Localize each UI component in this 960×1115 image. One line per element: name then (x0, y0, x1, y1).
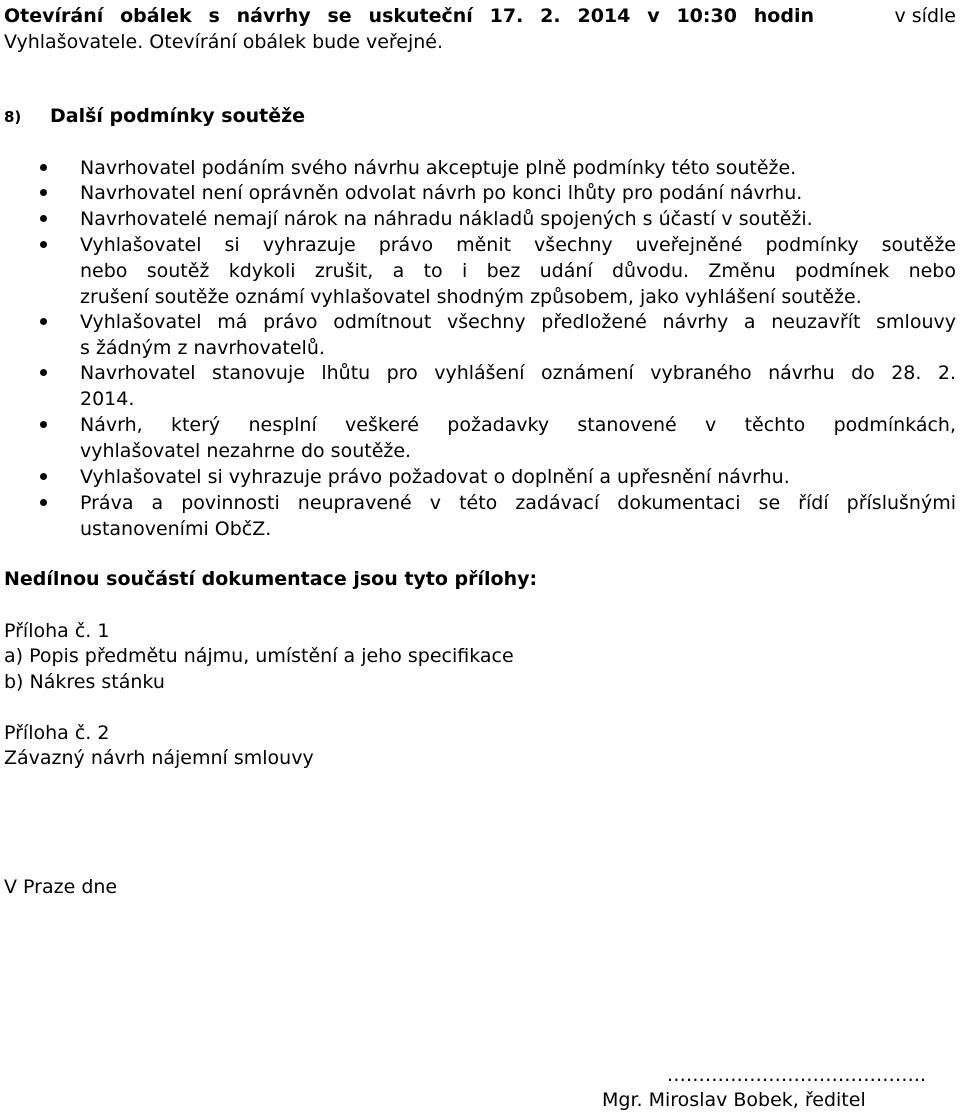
bullet-icon (40, 241, 47, 248)
list-item: Vyhlašovatel si vyhrazuje právo měnit všechny uveřejněné podmínky soutěže (80, 234, 956, 256)
list-item-continuation: 2014. (80, 388, 135, 410)
bullet-icon (40, 499, 47, 506)
list-item-continuation: ustanoveními ObčZ. (80, 518, 272, 540)
list-item: Navrhovatel podáním svého návrhu akceptuje plně podmínky této soutěže. (80, 157, 797, 179)
list-item: Vyhlašovatel si vyhrazuje právo požadovat o doplnění a upřesnění návrhu. (80, 466, 790, 488)
place-date: V Praze dne (4, 876, 118, 898)
bullet-icon (40, 318, 47, 325)
attachment-1-title: Příloha č. 1 (4, 620, 110, 642)
bullet-icon (40, 473, 47, 480)
signatory-name: Mgr. Miroslav Bobek, ředitel (602, 1089, 866, 1111)
attachment-2-item: Závazný návrh nájemní smlouvy (4, 747, 314, 769)
section-title: Další podmínky soutěže (50, 105, 306, 127)
list-item: Navrhovatel stanovuje lhůtu pro vyhlášení oznámení vybraného návrhu do 28. 2. (80, 362, 956, 384)
list-item-continuation: s žádným z navrhovatelů. (80, 337, 325, 359)
intro-date-tail: v sídle (894, 5, 956, 27)
attachment-1-item-b: b) Nákres stánku (4, 671, 165, 693)
intro-line-2: Vyhlašovatele. Otevírání obálek bude veřejné. (4, 31, 444, 53)
list-item: Návrh, který nesplní veškeré požadavky stanovené v těchto podmínkách, (80, 414, 956, 436)
bullet-icon (40, 164, 47, 171)
list-item: Navrhovatel není oprávněn odvolat návrh po konci lhůty pro podání návrhu. (80, 182, 803, 204)
list-item: Vyhlašovatel má právo odmítnout všechny předložené návrhy a neuzavřít smlouvy (80, 311, 956, 333)
list-item: Navrhovatelé nemají nárok na náhradu nákladů spojených s účastí v soutěži. (80, 208, 813, 230)
intro-date-text: Otevírání obálek s návrhy se uskuteční 17. 2. 2014 v 10:30 hodin (4, 5, 814, 27)
list-item: Práva a povinnosti neupravené v této zadávací dokumentaci se řídí příslušnými (80, 492, 956, 514)
attachment-2-title: Příloha č. 2 (4, 722, 110, 744)
attachments-heading: Nedílnou součástí dokumentace jsou tyto přílohy: (4, 568, 538, 590)
bullet-icon (40, 189, 47, 196)
bullet-icon (40, 369, 47, 376)
bullet-icon (40, 215, 47, 222)
bullet-icon (40, 421, 47, 428)
attachment-1-item-a: a) Popis předmětu nájmu, umístění a jeho specifikace (4, 645, 514, 667)
list-item-continuation: zrušení soutěže oznámí vyhlašovatel shodným způsobem, jako vyhlášení soutěže. (80, 286, 862, 308)
section-number: 8) (4, 108, 22, 126)
list-item-continuation: vyhlašovatel nezahrne do soutěže. (80, 440, 412, 462)
signature-line: ………………………………….. (666, 1064, 926, 1086)
list-item-continuation: nebo soutěž kdykoli zrušit, a to i bez udání důvodu. Změnu podmínek nebo (80, 260, 956, 282)
